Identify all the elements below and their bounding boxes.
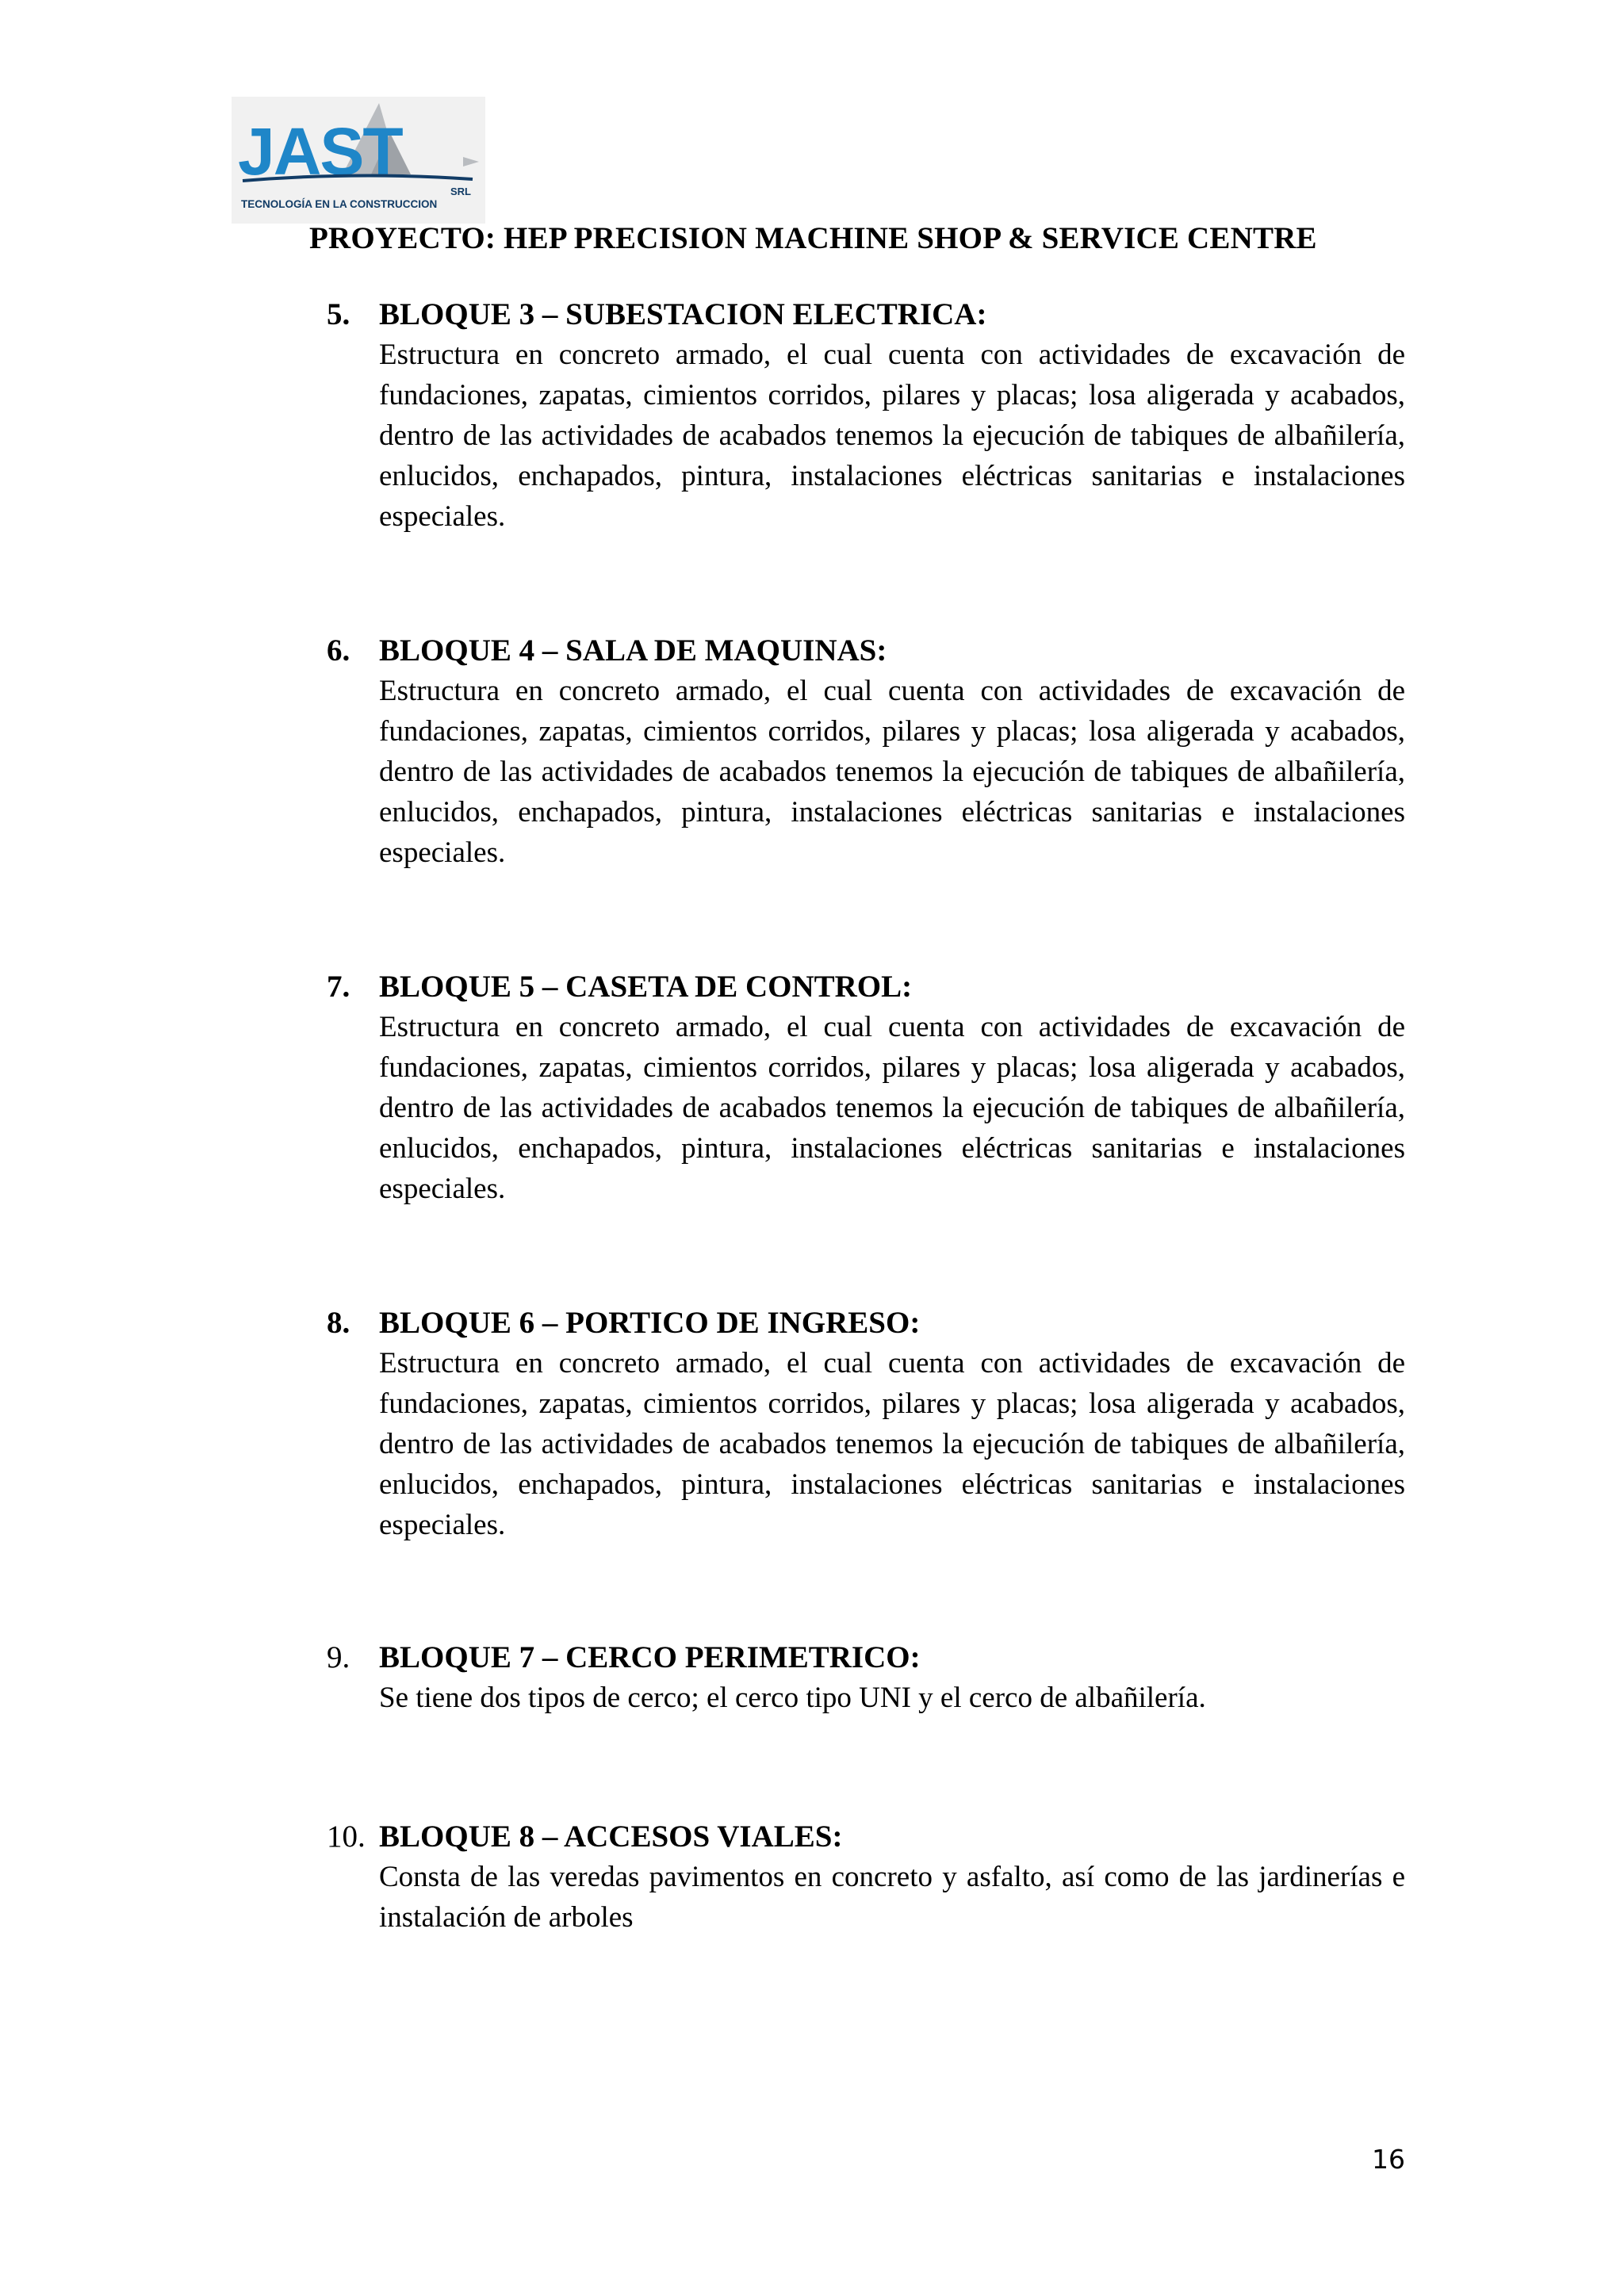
section-bloque-3 [327,295,1405,537]
logo-suffix: SRL [450,186,471,197]
section-bloque-4 [327,631,1405,873]
section-heading [327,1638,1405,1678]
section-title: BLOQUE 3 – SUBESTACION ELECTRICA: [379,297,987,331]
section-number: 10. [327,1820,366,1854]
section-body: Estructura en concreto armado, el cual cuenta con actividades de excavación de fundaciones, zapatas, cimientos corridos, pilares y placas; losa aligerada y acabados, dentro de las actividades de acabados tenemos la ejecución de tabiques de albañilería, enlucidos, enchapados, pintura, instalaciones eléctricas sanitarias e instalaciones especiales. [379,1011,1405,1205]
logo-tagline: TECNOLOGÍA EN LA CONSTRUCCION [241,198,438,210]
section-title: BLOQUE 5 – CASETA DE CONTROL: [379,970,913,1004]
section-body: Se tiene dos tipos de cerco; el cerco tipo UNI y el cerco de albañilería. [379,1682,1206,1714]
section-number: 6. [327,633,350,668]
section-title: BLOQUE 6 – PORTICO DE INGRESO: [379,1306,921,1340]
section-bloque-7 [327,1638,1405,1718]
section-number: 9. [327,1640,350,1674]
section-heading [327,1817,1405,1857]
section-heading [327,295,1405,335]
section-bloque-8 [327,1817,1405,1938]
section-body: Estructura en concreto armado, el cual cuenta con actividades de excavación de fundaciones, zapatas, cimientos corridos, pilares y placas; losa aligerada y acabados, dentro de las actividades de acabados tenemos la ejecución de tabiques de albañilería, enlucidos, enchapados, pintura, instalaciones eléctricas sanitarias e instalaciones especiales. [379,1347,1405,1541]
company-logo [232,97,485,224]
section-bloque-6 [327,1303,1405,1545]
section-number: 8. [327,1306,350,1340]
section-heading [327,967,1405,1007]
project-title: PROYECTO: HEP PRECISION MACHINE SHOP & SERVICE CENTRE [309,221,1317,255]
jast-logo-graphic [232,97,485,224]
section-heading [327,1303,1405,1343]
section-title: BLOQUE 8 – ACCESOS VIALES: [379,1820,843,1854]
section-body: Estructura en concreto armado, el cual cuenta con actividades de excavación de fundaciones, zapatas, cimientos corridos, pilares y placas; losa aligerada y acabados, dentro de las actividades de acabados tenemos la ejecución de tabiques de albañilería, enlucidos, enchapados, pintura, instalaciones eléctricas sanitarias e instalaciones especiales. [379,339,1405,533]
section-heading [327,631,1405,671]
section-body: Estructura en concreto armado, el cual cuenta con actividades de excavación de fundaciones, zapatas, cimientos corridos, pilares y placas; losa aligerada y acabados, dentro de las actividades de acabados tenemos la ejecución de tabiques de albañilería, enlucidos, enchapados, pintura, instalaciones eléctricas sanitarias e instalaciones especiales. [379,675,1405,869]
section-number: 5. [327,297,350,331]
section-title: BLOQUE 7 – CERCO PERIMETRICO: [379,1640,921,1674]
section-title: BLOQUE 4 – SALA DE MAQUINAS: [379,633,887,668]
logo-wordmark: JAST [238,114,402,189]
page-number: 16 [1372,2144,1405,2175]
section-bloque-5 [327,967,1405,1209]
section-body: Consta de las veredas pavimentos en concreto y asfalto, así como de las jardinerías e instalación de arboles [379,1861,1405,1934]
section-number: 7. [327,970,350,1004]
